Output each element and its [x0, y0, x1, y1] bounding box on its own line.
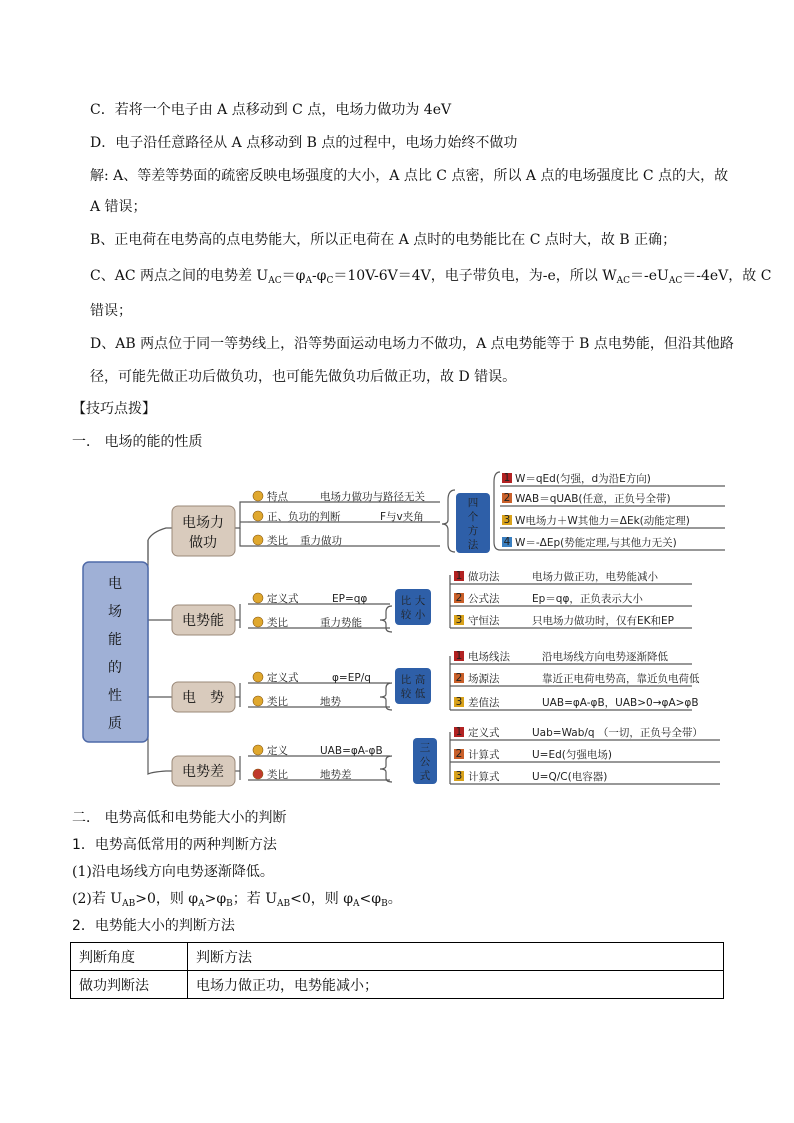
number-badge-label: 3	[455, 770, 463, 782]
method-key: 公式法	[468, 593, 500, 605]
method-key: 定义式	[468, 727, 500, 739]
method-box-char: 方	[467, 525, 479, 537]
method-box-char: 式	[419, 770, 431, 782]
branch-energy-label: 电势能	[182, 613, 224, 629]
branch-potential-label: 电 势	[182, 690, 224, 706]
rule-1: (1)沿电场线方向电势逐渐降低。	[72, 864, 274, 880]
root-char: 场	[108, 604, 122, 620]
potential-methods	[454, 650, 700, 709]
number-badge-label: 2	[455, 672, 463, 684]
number-badge-label: 1	[455, 726, 463, 738]
method-box-char: 四	[467, 497, 479, 509]
smiley-icon	[253, 535, 263, 545]
work-methods	[502, 472, 690, 549]
difference-items	[253, 745, 383, 781]
smiley-icon	[253, 617, 263, 627]
method-box-char: 比	[400, 595, 412, 607]
method-text: Uab=Wab/q （一切，正负号全带）	[532, 727, 703, 739]
table-cell: 做功判断法	[71, 971, 188, 999]
method-box-char: 个	[467, 511, 479, 523]
number-badge-label: 3	[503, 514, 511, 526]
root-char: 性	[108, 688, 122, 704]
number-badge-label: 3	[455, 614, 463, 626]
number-badge-label: 3	[455, 696, 463, 708]
method-key: 守恒法	[468, 615, 500, 627]
item-key: 定义式	[267, 672, 299, 684]
section-two-heading: 二． 电势高低和电势能大小的判断	[72, 810, 287, 826]
potential-items	[253, 671, 371, 708]
solution-a-line2: A 错误；	[90, 199, 147, 215]
method-text: 靠近正电荷电势高，靠近负电荷低	[542, 673, 700, 685]
root-char: 的	[108, 660, 122, 676]
root-char: 电	[108, 576, 122, 592]
item-key: 特点	[267, 491, 288, 503]
item-key: 类比	[267, 769, 288, 781]
branch-work-label1: 电场力	[182, 515, 224, 531]
smiley-icon	[253, 491, 263, 501]
method-box-char: 较	[400, 688, 412, 700]
method-key: 电场线法	[468, 651, 510, 663]
item-value: 重力做功	[300, 535, 342, 547]
solution-c-line2: 错误；	[90, 303, 132, 319]
item-key: 正、负功的判断	[267, 511, 341, 523]
method-text: UAB=φA-φB，UAB>0→φA>φB	[542, 697, 699, 709]
solution-d-line1: D、AB 两点位于同一等势线上，沿等势面运动电场力不做功，A 点电势能等于 B 点电势能，但沿其他路	[90, 336, 734, 352]
item-value: 重力势能	[320, 617, 362, 629]
smiley-icon	[253, 511, 263, 521]
method-text: 只电场力做功时，仅有EK和EP	[532, 615, 674, 627]
method-box-char: 低	[414, 688, 426, 700]
method-key: 计算式	[468, 771, 500, 783]
method-box-difference-label	[420, 742, 431, 782]
method-text: 电场力做正功，电势能减小	[532, 571, 658, 583]
energy-methods	[454, 570, 674, 627]
number-badge-label: 2	[503, 492, 511, 504]
method-text: U=Q/C(电容器)	[532, 771, 608, 783]
method-text: Ep＝qφ，正负表示大小	[532, 593, 643, 605]
solution-b: B、正电荷在电势高的点电势能大，所以正电荷在 A 点时的电势能比在 C 点时大，故 B 正确；	[90, 232, 677, 248]
method-box-char: 法	[467, 539, 479, 551]
method-box-char: 高	[414, 674, 426, 686]
root-char: 质	[108, 716, 122, 732]
work-items	[253, 490, 425, 547]
method-text: 沿电场线方向电势逐渐降低	[542, 651, 668, 663]
method-text: WAB＝qUAB(任意，正负号全带)	[515, 493, 671, 505]
smiley-icon	[253, 745, 263, 755]
item-key: 类比	[267, 535, 288, 547]
table-header-cell: 判断角度	[71, 943, 188, 971]
option-d: D．电子沿任意路径从 A 点移动到 B 点的过程中，电场力始终不做功	[90, 135, 518, 151]
table-header-row	[71, 943, 724, 971]
method-text: W＝-ΔEp(势能定理,与其他力无关)	[515, 537, 677, 549]
item-value: F与v夹角	[380, 511, 424, 523]
number-badge-label: 4	[503, 536, 511, 548]
branch-work-label2: 做功	[189, 535, 217, 551]
rule-2: (2)若 $U_{AB}>0$，则 $\varphi_A>\varphi_B$；若 $U_{AB}<0$，则 $\varphi_A<\varphi_B$。	[72, 891, 402, 909]
item-value: φ=EP/q	[332, 672, 371, 684]
method-box-char: 大	[414, 595, 426, 607]
number-badge-label: 2	[455, 592, 463, 604]
number-badge-label: 1	[455, 650, 463, 662]
number-badge-label: 1	[455, 570, 463, 582]
item-value: UAB=φA-φB	[320, 745, 383, 757]
solution-d-line2: 径，可能先做正功后做负功，也可能先做负功后做正功，故 D 错误。	[90, 369, 517, 385]
skill-heading: 【技巧点拨】	[72, 401, 156, 417]
subsection-1-heading: 1．电势高低常用的两种判断方法	[72, 837, 277, 853]
item-value: 地势差	[320, 769, 352, 781]
method-key: 场源法	[468, 673, 500, 685]
item-value: 电场力做功与路径无关	[320, 491, 425, 503]
table-header-cell: 判断方法	[188, 943, 724, 971]
solution-c-line1: C、AC 两点之间的电势差 $U_{AC}=\varphi_A-\varphi_C=10V-6V=4V$，电子带负电，为-e，所以 $W_{AC}=-eU_{AC}=-4eV$，故 C	[90, 268, 772, 286]
branch-difference-label: 电势差	[182, 764, 224, 780]
method-box-char: 公	[419, 756, 431, 768]
item-value: 地势	[320, 696, 341, 708]
method-key: 差值法	[468, 697, 500, 709]
section-one-heading: 一． 电场的能的性质	[72, 434, 203, 450]
option-c: C．若将一个电子由 A 点移动到 C 点，电场力做功为 4eV	[90, 102, 452, 118]
smiley-icon	[253, 672, 263, 682]
method-box-char: 小	[414, 609, 426, 621]
smiley-icon	[253, 593, 263, 603]
root-char: 能	[108, 632, 122, 648]
method-text: U=Ed(匀强电场)	[532, 749, 612, 761]
item-key: 定义式	[267, 593, 299, 605]
method-key: 做功法	[468, 571, 500, 583]
difference-methods	[454, 726, 703, 783]
item-value: EP=qφ	[332, 593, 368, 605]
method-text: W＝qEd(匀强，d为沿E方向)	[515, 473, 651, 485]
number-badge-label: 1	[503, 472, 511, 484]
smiley-icon	[253, 696, 263, 706]
judgement-table	[70, 942, 724, 999]
item-key: 类比	[267, 617, 288, 629]
method-box-char: 三	[419, 742, 431, 754]
number-badge-label: 2	[455, 748, 463, 760]
mindmap	[80, 460, 730, 790]
table-row	[71, 971, 724, 999]
method-box-char: 较	[400, 609, 412, 621]
solution-a-line1: 解: A、等差等势面的疏密反映电场强度的大小，A 点比 C 点密，所以 A 点的电场强度比 C 点的大，故	[90, 168, 729, 184]
energy-items	[253, 592, 367, 629]
method-text: W电场力＋W其他力＝ΔEk(动能定理)	[515, 515, 690, 527]
item-key: 类比	[267, 696, 288, 708]
method-box-char: 比	[400, 674, 412, 686]
method-key: 计算式	[468, 749, 500, 761]
smiley-icon	[253, 769, 263, 779]
table-cell: 电场力做正功，电势能减小；	[188, 971, 724, 999]
subsection-2-heading: 2．电势能大小的判断方法	[72, 918, 235, 934]
item-key: 定义	[267, 745, 288, 757]
